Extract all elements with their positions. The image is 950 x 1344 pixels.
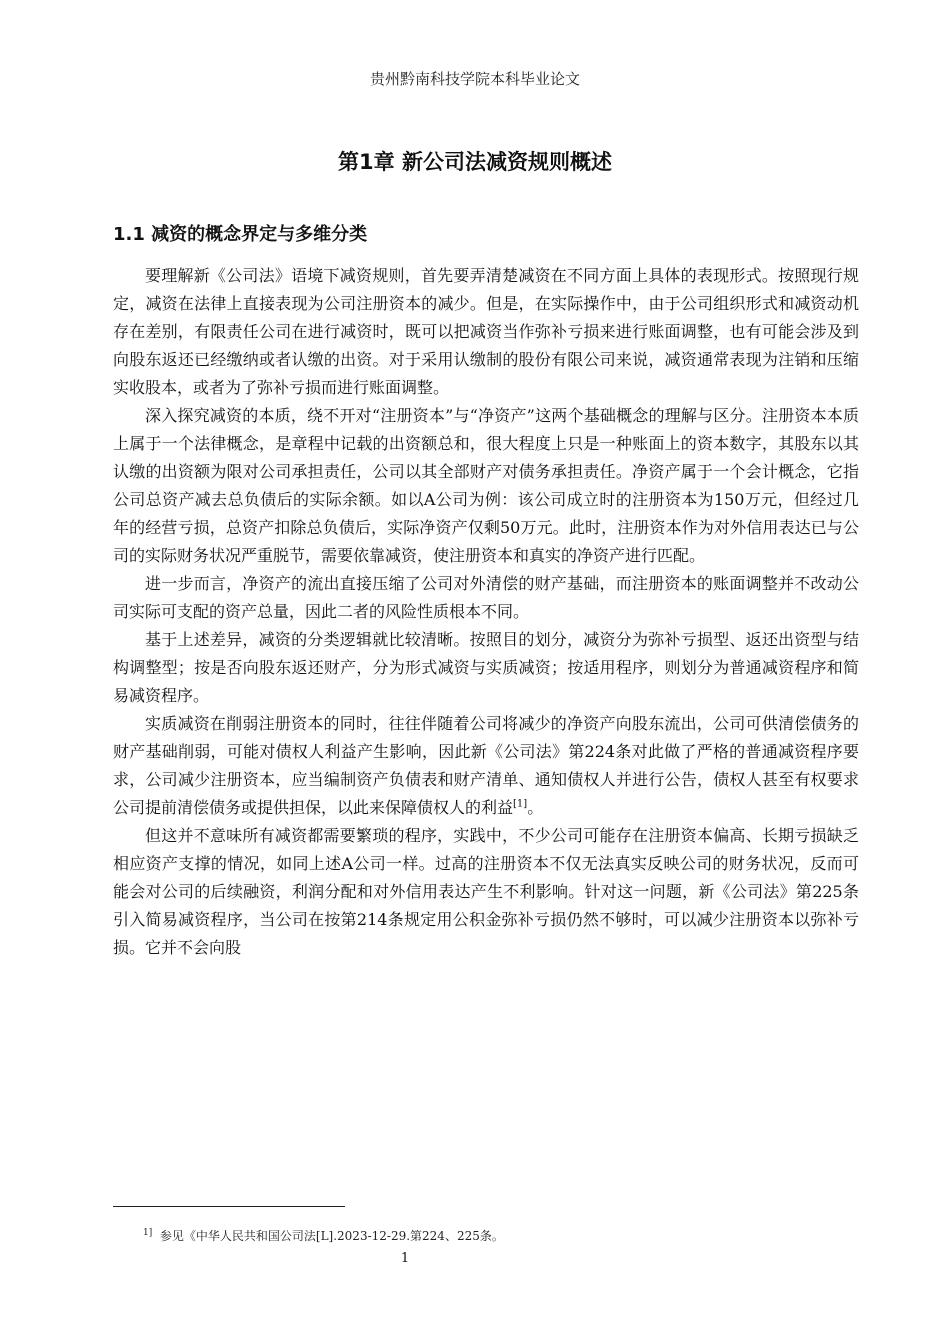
chapter-title: 第1章 新公司法减资规则概述	[338, 150, 612, 174]
paragraph	[113, 710, 859, 822]
page-number: 1	[400, 1251, 410, 1266]
paragraph: 基于上述差异，减资的分类逻辑就比较清晰。按照目的划分，减资分为弥补亏损型、返还出资型与结构调整型；按是否向股东返还财产，分为形式减资与实质减资；按适用程序，则划分为普通减资程序和简易减资程序。	[113, 630, 859, 705]
paragraph: 但这并不意味所有减资都需要繁琐的程序，实践中，不少公司可能存在注册资本偏高、长期亏损缺乏相应资产支撑的情况，如同上述A公司一样。过高的注册资本不仅无法真实反映公司的财务状况，反而可能会对公司的后续融资，利润分配和对外信用表达产生不利影响。针对这一问题，新《公司法》第225条引入简易减资程序，当公司在按第214条规定用公积金弥补亏损仍然不够时，可以减少注册资本以弥补亏损。它并不会向股	[113, 826, 859, 957]
footnote-text: 参见《中华人民共和国公司法[L].2023-12-29.第224、225条。	[159, 1229, 504, 1243]
footnote	[143, 1227, 504, 1244]
footnote-divider	[113, 1206, 345, 1207]
footnote-reference[interactable]: [1]	[513, 798, 528, 810]
footnote-mark: 1]	[143, 1228, 153, 1238]
paragraph: 要理解新《公司法》语境下减资规则，首先要弄清楚减资在不同方面上具体的表现形式。按照现行规定，减资在法律上直接表现为公司注册资本的减少。但是，在实际操作中，由于公司组织形式和减资动机存在差别，有限责任公司在进行减资时，既可以把减资当作弥补亏损来进行账面调整，也有可能会涉及到向股东返还已经缴纳或者认缴的出资。对于采用认缴制的股份有限公司来说，减资通常表现为注销和压缩实收股本，或者为了弥补亏损而进行账面调整。	[113, 266, 859, 397]
paragraph: 深入探究减资的本质，绕不开对“注册资本”与“净资产”这两个基础概念的理解与区分。注册资本本质上属于一个法律概念，是章程中记载的出资额总和，很大程度上只是一种账面上的资本数字，其股东以其认缴的出资额为限对公司承担责任，公司以其全部财产对债务承担责任。净资产属于一个会计概念，它指公司总资产减去总负债后的实际余额。如以A公司为例：该公司成立时的注册资本为150万元，但经过几年的经营亏损，总资产扣除总负债后，实际净资产仅剩50万元。此时，注册资本作为对外信用表达已与公司的实际财务状况严重脱节，需要依靠减资，使注册资本和真实的净资产进行匹配。	[113, 406, 859, 565]
paragraph-text: 实质减资在削弱注册资本的同时，往往伴随着公司将减少的净资产向股东流出，公司可供清偿债务的财产基础削弱，可能对债权人利益产生影响，因此新《公司法》第224条对此做了严格的普通减资程序要求，公司减少注册资本，应当编制资产负债表和财产清单、通知债权人并进行公告，债权人甚至有权要求公司提前清偿债务或提供担保，以此来保障债权人的利益	[113, 714, 859, 817]
running-header: 贵州黔南科技学院本科毕业论文	[369, 70, 580, 88]
paragraph-text: 。	[527, 798, 544, 817]
paragraph: 进一步而言，净资产的流出直接压缩了公司对外清偿的财产基础，而注册资本的账面调整并不改动公司实际可支配的资产总量，因此二者的风险性质根本不同。	[113, 574, 859, 621]
section-title: 1.1 减资的概念界定与多维分类	[113, 224, 368, 245]
body-text	[113, 262, 859, 962]
